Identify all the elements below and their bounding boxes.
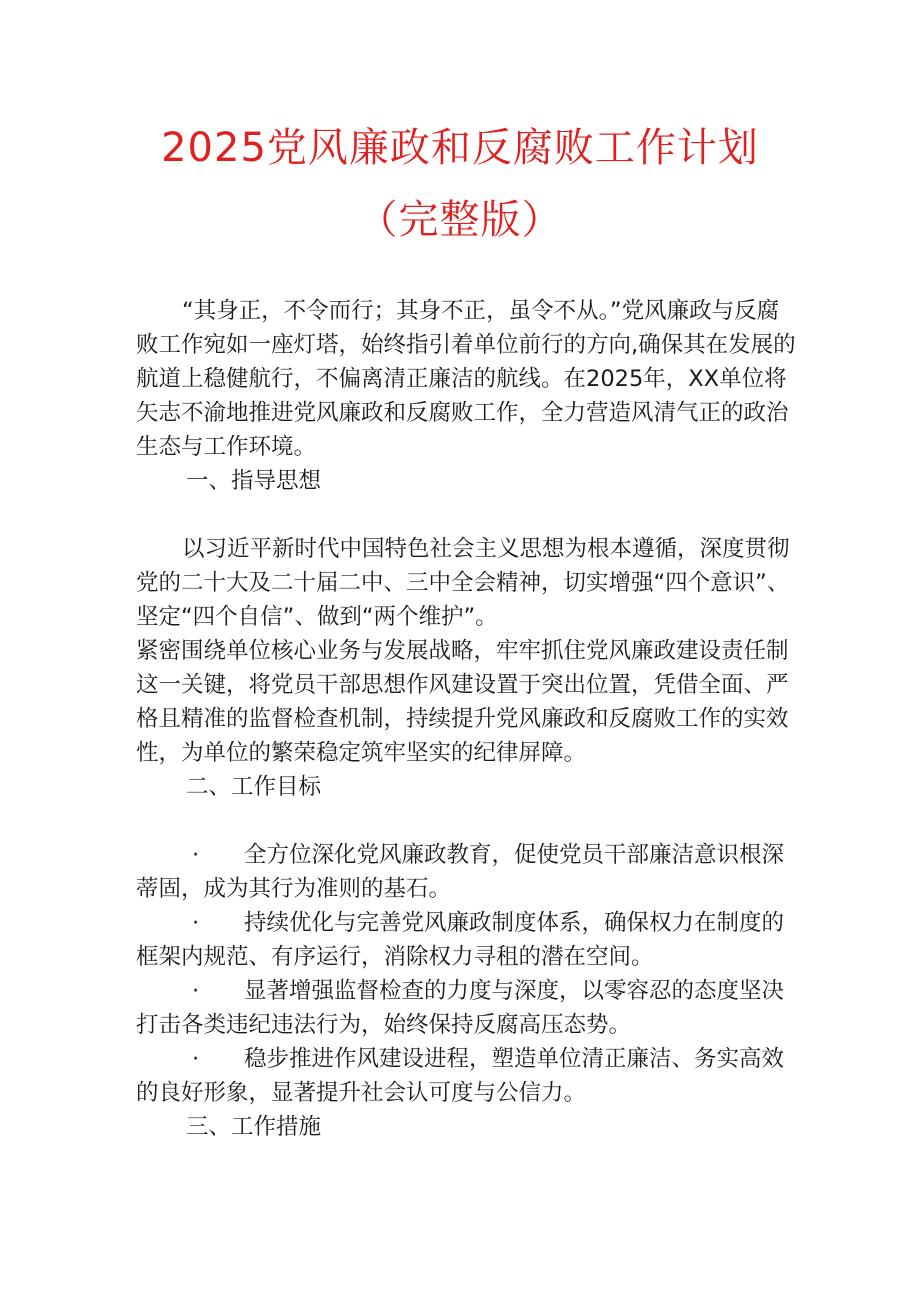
goal-text: 显著增强监督检查的力度与深度，以零容忍的态度坚决打击各类违纪违法行为，始终保持反腐高压态势。 <box>136 978 785 1038</box>
bullet-icon: · <box>192 910 200 936</box>
goal-item-4 <box>136 1042 796 1110</box>
document-subtitle: （完整版） <box>357 197 563 243</box>
section-heading-guiding-ideology: 一、指导思想 <box>186 468 322 494</box>
bullet-icon: · <box>192 978 200 1004</box>
section-heading-work-measures: 三、工作措施 <box>186 1114 322 1140</box>
goal-item-3 <box>136 974 796 1042</box>
goal-item-2 <box>136 906 796 974</box>
section-heading-work-goals: 二、工作目标 <box>186 774 322 800</box>
bullet-icon: · <box>192 1046 200 1072</box>
goal-item-1 <box>136 838 796 906</box>
bullet-icon: · <box>192 842 200 868</box>
goal-text: 稳步推进作风建设进程，塑造单位清正廉洁、务实高效的良好形象，显著提升社会认可度与公信力。 <box>136 1046 785 1106</box>
guiding-ideology-paragraph-2: 紧密围绕单位核心业务与发展战略，牢牢抓住党风廉政建设责任制这一关键，将党员干部思想作风建设置于突出位置，凭借全面、严格且精准的监督检查机制，持续提升党风廉政和反腐败工作的实效性，为单位的繁荣稳定筑牢坚实的纪律屏障。 <box>136 638 789 766</box>
intro-paragraph: “其身正，不令而行；其身不正，虽令不从。”党风廉政与反腐败工作宛如一座灯塔，始终指引着单位前行的方向,确保其在发展的航道上稳健航行，不偏离清正廉洁的航线。在2025年，XX单位将矢志不渝地推进党风廉政和反腐败工作，全力营造风清气正的政治生态与工作环境。 <box>136 298 796 460</box>
goal-text: 持续优化与完善党风廉政制度体系，确保权力在制度的框架内规范、有序运行，消除权力寻租的潜在空间。 <box>136 910 785 970</box>
goal-text: 全方位深化党风廉政教育，促使党员干部廉洁意识根深蒂固，成为其行为准则的基石。 <box>136 842 785 902</box>
guiding-ideology-paragraph-1: 以习近平新时代中国特色社会主义思想为根本遵循，深度贯彻党的二十大及二十届二中、三中全会精神，切实增强“四个意识”、坚定“四个自信”、做到“两个维护”。 <box>136 536 790 630</box>
document-title: 2025党风廉政和反腐败工作计划 <box>161 125 759 171</box>
